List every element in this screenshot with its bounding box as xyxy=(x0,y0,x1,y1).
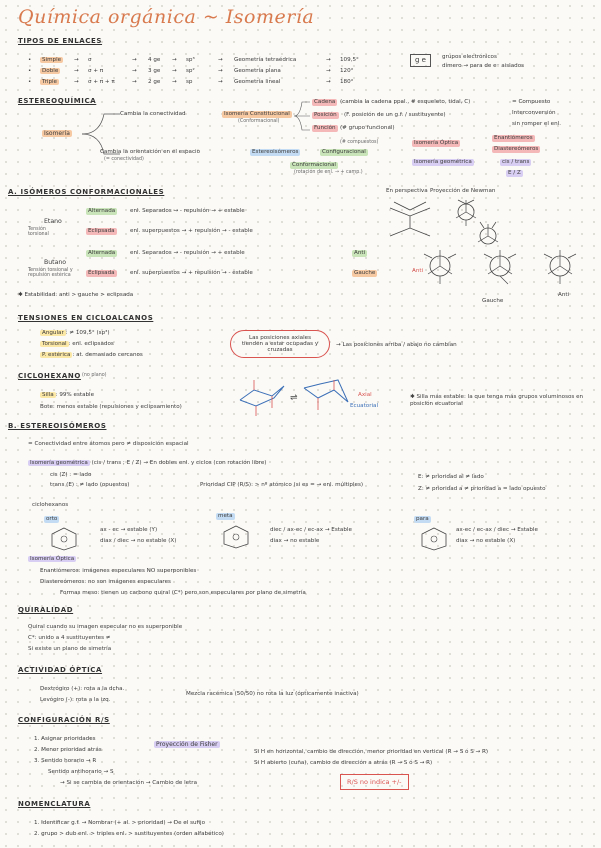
enlace-cell xyxy=(148,68,160,75)
newman-anti-label: Anti xyxy=(412,268,424,274)
nomen-heading: NOMENCLATURA xyxy=(18,800,91,808)
constitucional: Isomería Constitucional xyxy=(224,111,290,117)
ciclo-heading: TENSIONES EN CICLOALCANOS xyxy=(18,314,154,322)
axial-label: Axial xyxy=(358,392,372,398)
ge-note: grupos electrónicos xyxy=(442,54,497,60)
page-title: Química orgánica ~ Isomería xyxy=(18,6,315,28)
quiral-2: C*: unido a 4 sustituyentes ≠ xyxy=(28,635,111,641)
para-ring xyxy=(414,524,454,552)
enlace-cell xyxy=(88,79,115,86)
svg-text:⇌: ⇌ xyxy=(290,393,298,403)
enlace-geom: Geometría lineal xyxy=(234,79,281,85)
configuracional-sub: (# compuestos) xyxy=(340,140,379,145)
butano-sub: Tensión torsional y repulsión estérica xyxy=(28,268,73,278)
bubble-note: → Las posiciones arriba / abajo no cambian xyxy=(336,342,457,348)
ciclohexanos-label: ciclohexanos xyxy=(32,502,69,508)
estereoisomeros: Estereoisómeros xyxy=(252,149,299,155)
constitucional-brace xyxy=(292,98,312,134)
orto-tag: orto xyxy=(46,516,58,522)
silla-text: : 99% estable xyxy=(55,392,95,398)
newman-label: Proyección de Newman xyxy=(430,188,496,194)
arrow: → xyxy=(132,57,137,63)
bullet: • xyxy=(28,79,32,85)
funcion-note: (# grupo funcional) xyxy=(340,125,395,131)
enlace-cell xyxy=(186,57,195,64)
config-step-2: 2. Menor prioridad atrás xyxy=(34,747,102,753)
torsional-label: Torsional xyxy=(42,341,67,347)
posicion-note: (F. posición de un g.f. / sustituyente) xyxy=(344,112,446,118)
ecuatorial-label: Ecuatorial xyxy=(350,403,379,409)
posicion: Posición xyxy=(314,112,337,118)
enlaces-heading: TIPOS DE ENLACES xyxy=(18,37,103,45)
arrow: → xyxy=(132,79,137,85)
meta-tag: meta xyxy=(218,513,233,519)
cis-trans: cis / trans xyxy=(502,159,530,165)
trans-def: trans (E) : ≠ lado (opuestos) xyxy=(50,482,130,488)
bote-label: Bote xyxy=(40,404,53,410)
angular-label: Angular xyxy=(42,330,64,336)
etano-eclipsada: Eclipsada xyxy=(88,228,115,234)
nomen-2: 2. grupo > dub enl. > triples enl. > sustituyentes (orden alfabético) xyxy=(34,831,224,837)
bote-text: : menos estable (repulsiones y eclipsamiento) xyxy=(52,404,182,410)
bullet: • xyxy=(28,68,32,74)
estereo-b-def: = Conectividad entre átomos pero ≠ disposición espacial xyxy=(28,441,189,447)
enlace-cell xyxy=(148,57,160,64)
enlace-name: Doble xyxy=(42,68,59,74)
arrow: → xyxy=(326,79,331,85)
conformacional: Conformacional xyxy=(292,162,336,168)
top-branch: Cambia la conectividad xyxy=(120,111,186,117)
chair-flip-drawing xyxy=(234,378,354,418)
cadena-note: (cambia la cadena ppal., # esqueleto, tidal, C) xyxy=(340,99,471,105)
angular-text: : ≠ 109,5° (sp³) xyxy=(65,330,110,336)
constitucional-sub: (Conformacional) xyxy=(238,119,280,124)
enlace-cell xyxy=(234,68,281,75)
levo: Levógiro (-): rota a la izq. xyxy=(40,697,111,703)
meso-def: Formas meso: tienen un carbono quiral (C*) pero son especulares por plano de simetría xyxy=(60,590,306,596)
arrow: → xyxy=(326,68,331,74)
config-step-1: 1. Asignar prioridades xyxy=(34,736,96,742)
anti-tag: Anti xyxy=(354,250,366,256)
perspective-drawings xyxy=(380,198,450,242)
enlace-bond: σ + π + π xyxy=(88,79,115,85)
fisher-label: Proyección de Fisher xyxy=(156,741,218,748)
enlace-cell xyxy=(186,79,192,86)
etano-alternada: Alternada xyxy=(88,208,116,214)
e-z: E / Z xyxy=(508,170,521,176)
enlace-bond: σ + π xyxy=(88,68,104,74)
diastereomeros: Diastereómeros xyxy=(494,146,539,152)
conform-heading: A. ISÓMEROS CONFORMACIONALES xyxy=(8,188,165,196)
enlace-cell xyxy=(148,79,160,86)
enlace-geom: Geometría tetraédrica xyxy=(234,57,297,63)
cis-def: cis (Z) : = lado xyxy=(50,472,92,478)
enlace-cell xyxy=(340,68,353,75)
geom-label: Isomería geométrica xyxy=(30,460,88,466)
arrow: → xyxy=(218,79,223,85)
enlace-cell xyxy=(186,68,195,75)
meta-ring xyxy=(216,522,256,550)
right-note-1: = Compuesto xyxy=(512,99,551,105)
estereo-heading: ESTEREOQUÍMICA xyxy=(18,97,97,105)
enlace-cell xyxy=(234,57,296,64)
enlace-ge: 3 ge xyxy=(148,68,161,74)
enlace-geom: Geometría plana xyxy=(234,68,281,74)
enlace-name: Triple xyxy=(42,79,57,85)
config-heading: CONFIGURACIÓN R/S xyxy=(18,716,110,724)
enlace-cell xyxy=(40,68,60,75)
ge-note-2: dímero → para de e⁻ aislados xyxy=(442,63,525,69)
actividad-heading: ACTIVIDAD ÓPTICA xyxy=(18,666,103,674)
etano-ecl-desc: enl. superpuestos → + repulsión → - estable xyxy=(130,228,253,234)
enlace-cell xyxy=(40,57,63,64)
esterica-label: P. estérica xyxy=(42,352,71,358)
enlace-cell xyxy=(234,79,280,86)
butano-label: Butano xyxy=(44,259,67,266)
perspectiva-label: En perspectiva xyxy=(386,188,428,194)
enlace-bond: σ xyxy=(88,57,92,63)
silla-label: Silla xyxy=(42,392,54,398)
meta-text-2: diax → no estable xyxy=(270,538,320,544)
butano-alt-desc: enl. Separados → - repulsión → + estable xyxy=(130,250,245,256)
enlace-cell xyxy=(340,79,353,86)
torsional-text: : enl. eclipsados xyxy=(68,341,114,347)
arrow: → xyxy=(74,57,79,63)
fisher-rule-2: Si H abierto (cuña), cambio de dirección a atrás (R → S ó S → R) xyxy=(254,760,433,766)
para-text-1: ax-ec / ec-ax / diec → Estable xyxy=(456,527,538,533)
enlace-hib: sp³ xyxy=(186,57,195,63)
cadena: Cadena xyxy=(314,99,336,105)
right-note-3: sin romper el enl. xyxy=(512,121,562,127)
bottom-sub: (= conectividad) xyxy=(104,157,144,162)
dextro: Dextrógiro (+): rota a la dcha. xyxy=(40,686,125,692)
ciclohexano-sub: (no plano) xyxy=(82,373,107,378)
para-text-2: diax → no estable (X) xyxy=(456,538,516,544)
esterica-text: : at. demasiado cercanos xyxy=(72,352,143,358)
e-note: E: ≠ prioridad al ≠ lado xyxy=(418,474,484,480)
enlace-hib: sp xyxy=(186,79,193,85)
config-step-3: 3. Sentido horario → R xyxy=(34,758,97,764)
estereo-b-heading: B. ESTEREOISÓMEROS xyxy=(8,422,107,430)
configuracional: Configuracional xyxy=(322,149,366,155)
enlace-cell xyxy=(340,57,359,64)
etano-alt-desc: enl. Separados → - repulsión → + estable xyxy=(130,208,245,214)
fisher-rule-1: Si H en horizontal, cambio de dirección, menor prioridad en vertical (R → S ó S → R) xyxy=(254,749,489,755)
conformacional-sub: (rotación de enl. → + camp.) xyxy=(294,170,363,175)
para-tag: para xyxy=(416,516,429,522)
geom-text: (cis / trans ; E / Z) → En dobles enl. y ciclos (con rotación libre) xyxy=(91,460,267,466)
arrow: → xyxy=(132,68,137,74)
butano-eclipsada: Eclipsada xyxy=(88,270,115,276)
newman-butano xyxy=(410,246,590,290)
etano-label: Etano xyxy=(44,218,62,225)
arrow: → xyxy=(74,79,79,85)
arrow: → xyxy=(326,57,331,63)
butano-alternada: Alternada xyxy=(88,250,116,256)
enlace-ge: 4 ge xyxy=(148,57,161,63)
enlace-ge: 2 ge xyxy=(148,79,161,85)
quiral-1: Quiral cuando su imagen especular no es superponible xyxy=(28,624,183,630)
enlace-hib: sp² xyxy=(186,68,195,74)
diastereomeros-def: Diastereómeros: no son imágenes especulares xyxy=(40,579,171,585)
arrow: → xyxy=(218,68,223,74)
bottom-branch: Cambia la orientación en el espacio xyxy=(100,149,201,155)
ciclohexano-heading: CICLOHEXANO xyxy=(18,372,81,380)
funcion: Función xyxy=(314,125,336,131)
etano-sub: Tensión torsional xyxy=(28,227,49,237)
optica: Isomería Óptica xyxy=(414,140,459,146)
nomen-1: 1. Identificar g.f. → Nombrar (+ al. > prioridad) → De el sufijo xyxy=(34,820,206,826)
quiral-3: Si existe un plano de simetría xyxy=(28,646,112,652)
enlace-angle: 109,5° xyxy=(340,57,359,63)
axial-bubble: Las posiciones axiales tienden a estar ocupadas y cruzadas xyxy=(230,330,330,358)
prioridad-cip: Prioridad CIP (R/S): > nº atómico (si es = → enl. múltiples) xyxy=(200,482,364,488)
enlace-angle: 180° xyxy=(340,79,354,85)
arrow: → xyxy=(172,79,177,85)
enlace-cell xyxy=(88,57,92,64)
enlace-cell xyxy=(40,79,59,86)
arrow: → xyxy=(218,57,223,63)
orto-ring xyxy=(44,524,84,552)
newman-anti2-label: Anti xyxy=(558,292,570,298)
z-note: Z: ≠ prioridad a ≠ prioridad a = lado opuesto xyxy=(418,486,546,492)
arrow: → xyxy=(172,57,177,63)
enantiomeros: Enantiómeros xyxy=(494,135,533,141)
enantiomeros-def: Enantiómeros: imágenes especulares NO superponibles xyxy=(40,568,197,574)
orto-text-1: ax - ec → estable (Y) xyxy=(100,527,158,533)
enlace-cell xyxy=(88,68,103,75)
config-step-3b: Sentido antihorario → S xyxy=(48,769,114,775)
butano-ecl-desc: enl. superpuestos → + repulsión → - estable xyxy=(130,270,253,276)
isomeria-label: Isomería xyxy=(44,130,70,137)
ge-box: g e xyxy=(410,54,431,67)
quiralidad-heading: QUIRALIDAD xyxy=(18,606,74,614)
rs-box: R/S no indica +/- xyxy=(340,774,409,790)
gauche-tag: Gauche xyxy=(354,270,376,276)
mezcla: Mezcla racémica (50/50) no rota la luz (ópticamente inactiva) xyxy=(186,691,359,697)
right-note-2: Interconversión xyxy=(512,110,556,116)
estabilidad-note: ✱ Estabilidad: anti > gauche > eclipsada xyxy=(18,292,134,298)
enlace-angle: 120° xyxy=(340,68,354,74)
enlace-name: Simple xyxy=(42,57,62,63)
silla-note: ✱ Silla más estable: la que tenga más grupos voluminosos en posición ecuatorial xyxy=(410,394,584,407)
geometrica: Isomería geométrica xyxy=(414,159,472,165)
meta-text-1: diec / ax-ec / ec-ax → Estable xyxy=(270,527,352,533)
bullet: • xyxy=(28,57,32,63)
arrow: → xyxy=(74,68,79,74)
orto-text-2: diax / diec → no estable (X) xyxy=(100,538,177,544)
optica-b-label: Isomería Óptica xyxy=(30,556,75,562)
arrow: → xyxy=(172,68,177,74)
config-step-4: → Si se cambia de orientación → Cambio de letra xyxy=(60,780,198,786)
newman-gauche-label: Gauche xyxy=(482,298,504,304)
